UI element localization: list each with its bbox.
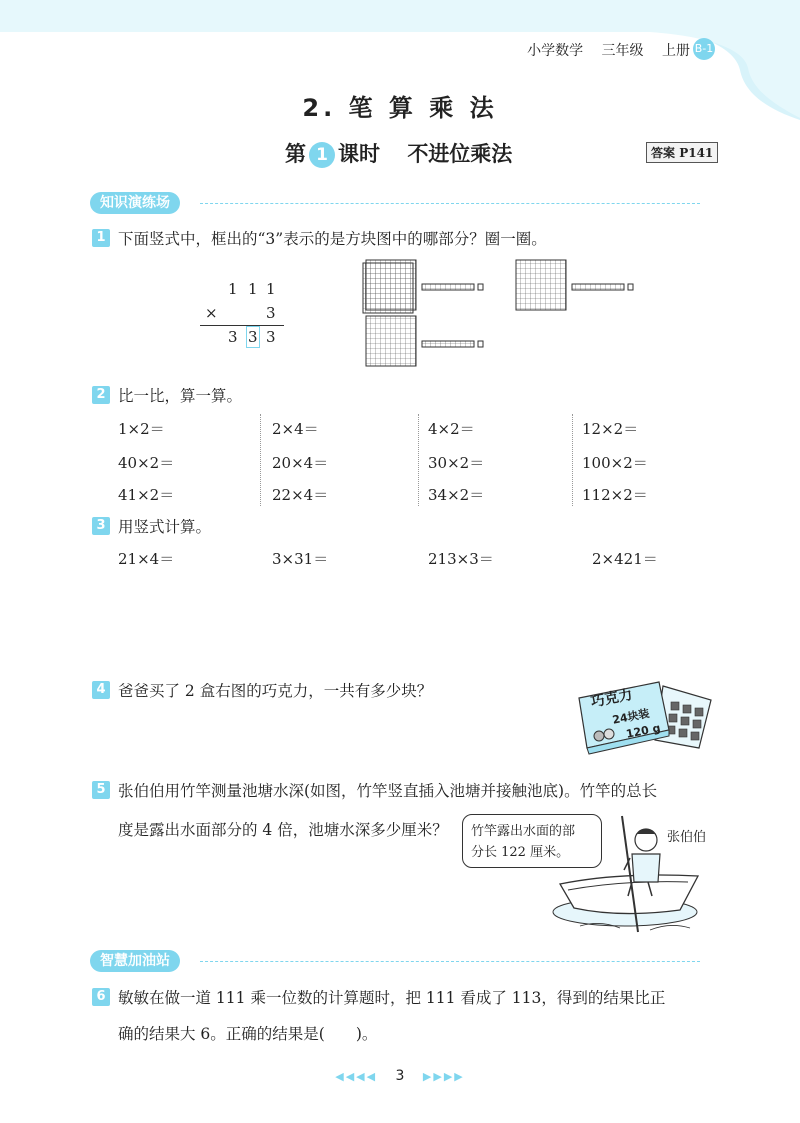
section-divider <box>200 961 700 962</box>
digit: 3 <box>266 304 276 322</box>
chocolate-box-name: 巧克力 <box>589 686 634 711</box>
lesson-prefix: 第 <box>285 142 306 166</box>
section-divider <box>200 203 700 204</box>
expression: 1×2＝ <box>118 420 165 438</box>
question-4-text: 爸爸买了 2 盒右图的巧克力，一共有多少块？ <box>118 682 433 700</box>
chocolate-box <box>575 670 715 756</box>
header-info <box>513 40 690 60</box>
question-6-number: 6 <box>92 988 110 1006</box>
expression: 100×2＝ <box>582 454 648 472</box>
question-3-text: 用竖式计算。 <box>118 518 212 536</box>
next-arrows-icon: ▶▶▶▶ <box>422 1070 465 1083</box>
boxed-digit[interactable]: 3 <box>248 328 258 346</box>
times-sign: × <box>205 304 218 322</box>
expression: 30×2＝ <box>428 454 485 472</box>
block-group-2 <box>516 260 633 310</box>
question-1-text: 下面竖式中，框出的“3”表示的是方块图中的哪部分？圈一圈。 <box>118 230 547 248</box>
expression: 213×3＝ <box>428 550 494 568</box>
column-divider <box>572 414 573 506</box>
base-ten-blocks[interactable] <box>360 258 640 372</box>
chocolate-box-weight: 120 g <box>625 721 662 741</box>
block-group-1 <box>363 260 483 313</box>
expression: 112×2＝ <box>582 486 648 504</box>
bubble-line-1: 竹竿露出水面的部 <box>471 824 576 839</box>
digit: 1 <box>228 280 238 298</box>
column-divider <box>260 414 261 506</box>
page-title: 2. 笔 算 乘 法 <box>302 94 498 122</box>
question-3-number: 3 <box>92 517 110 535</box>
expression: 21×4＝ <box>118 550 175 568</box>
bubble-line-2: 分长 122 厘米。 <box>471 845 570 860</box>
column-divider <box>418 414 419 506</box>
question-5-line-2: 度是露出水面部分的 4 倍，池塘水深多少厘米？ <box>118 821 448 839</box>
expression: 41×2＝ <box>118 486 175 504</box>
lesson-topic: 不进位乘法 <box>407 142 513 166</box>
lesson-title <box>285 138 512 168</box>
person-label: 张伯伯 <box>667 830 707 845</box>
expression: 2×4＝ <box>272 420 319 438</box>
answer-label: 答案 <box>651 146 676 160</box>
prev-arrows-icon: ◀◀◀◀ <box>335 1070 378 1083</box>
result-line <box>200 325 284 326</box>
question-5-number: 5 <box>92 781 110 799</box>
chocolate-box-count: 24块装 <box>611 706 651 727</box>
block-group-3 <box>366 316 483 366</box>
boat-illustration <box>540 810 710 940</box>
digit: 3 <box>266 328 276 346</box>
question-5-line-1: 张伯伯用竹竿测量池塘水深(如图，竹竿竖直插入池塘并接触池底)。竹竿的总长 <box>118 782 658 800</box>
question-6-line-1: 敏敏在做一道 111 乘一位数的计算题时，把 111 看成了 113，得到的结果比正 <box>118 989 666 1007</box>
digit: 3 <box>228 328 238 346</box>
page-number: 3 <box>395 1068 405 1084</box>
section-practice: 知识演练场 <box>90 192 180 214</box>
page-badge: B-1 <box>693 38 715 60</box>
expression: 20×4＝ <box>272 454 329 472</box>
expression: 3×31＝ <box>272 550 329 568</box>
question-6-line-2: 确的结果大 6。正确的结果是( )。 <box>118 1025 378 1043</box>
expression: 40×2＝ <box>118 454 175 472</box>
header-subject: 小学数学 <box>527 43 584 59</box>
page-footer <box>0 1068 800 1084</box>
section-challenge: 智慧加油站 <box>90 950 180 972</box>
answer-page: P141 <box>679 146 714 160</box>
answer-reference <box>646 142 718 163</box>
header-volume: 上册 <box>662 43 690 59</box>
lesson-number: 1 <box>309 142 335 168</box>
expression: 4×2＝ <box>428 420 475 438</box>
question-2-number: 2 <box>92 386 110 404</box>
expression: 22×4＝ <box>272 486 329 504</box>
expression: 34×2＝ <box>428 486 485 504</box>
expression: 2×421＝ <box>592 550 658 568</box>
question-4-number: 4 <box>92 681 110 699</box>
digit: 1 <box>266 280 276 298</box>
expression: 12×2＝ <box>582 420 639 438</box>
question-2-text: 比一比，算一算。 <box>118 387 243 405</box>
header-grade: 三年级 <box>601 43 644 59</box>
digit: 1 <box>248 280 258 298</box>
question-1-number: 1 <box>92 229 110 247</box>
lesson-suffix: 课时 <box>338 142 380 166</box>
